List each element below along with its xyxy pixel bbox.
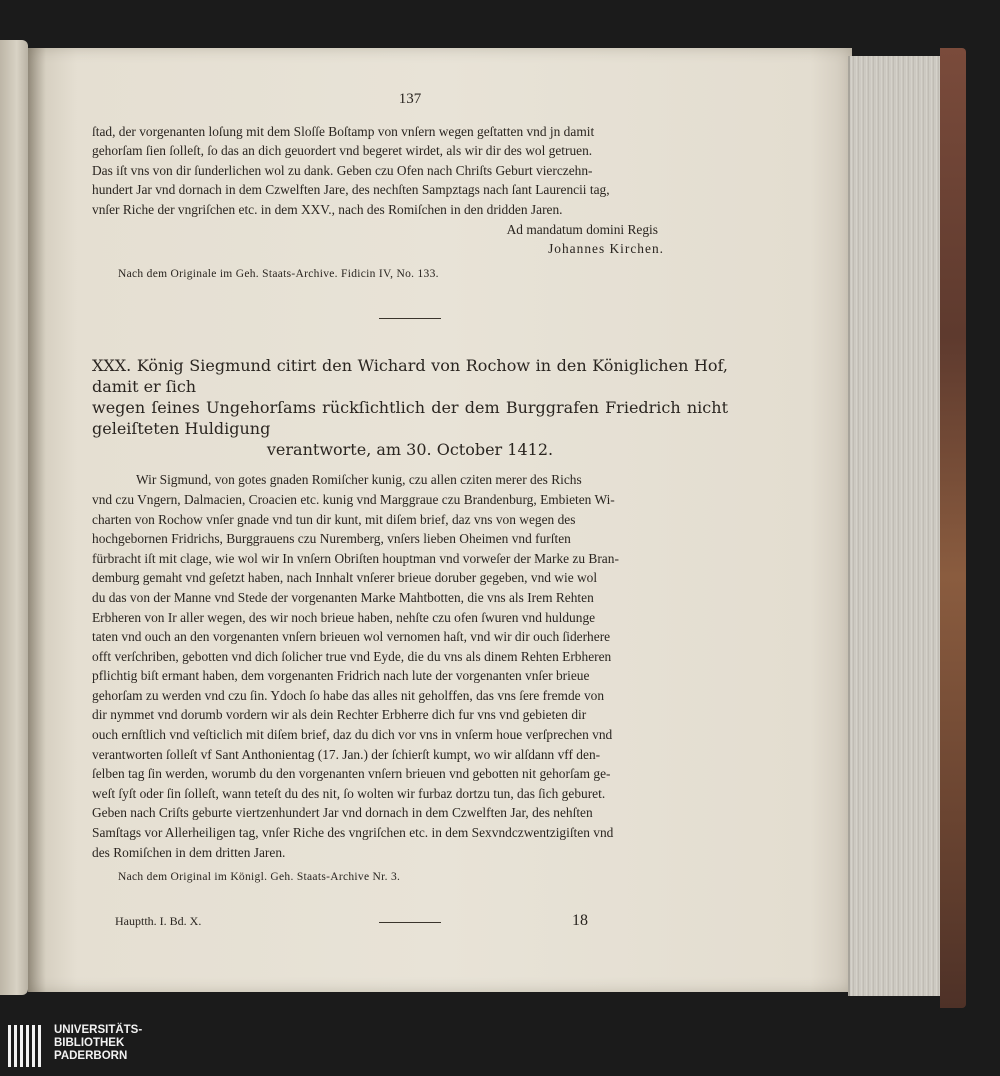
text-line: Das iſt vns von dir ſunderlichen wol zu dank. Geben czu Ofen nach Chriſts Geburt vierczehn- (92, 162, 593, 178)
source-note: Nach dem Originale im Geh. Staats-Archive. Fidicin IV, No. 133. (118, 267, 439, 280)
text-line: Geben nach Criſts geburte viertzenhundert Jar vnd dornach in dem Czwelften Jar, des nehſten (92, 805, 593, 821)
text-line: ſtad, der vorgenanten loſung mit dem Sloſſe Boſtamp von vnſern wegen geſtatten vnd jn damit (92, 123, 595, 139)
text-line: hochgebornen Fridrichs, Burggrauens czu Nuremberg, vnſers lieben Oheimen vnd furſten (92, 531, 571, 547)
text-line: demburg gemaht vnd geſetzt haben, nach Innhalt vnſerer brieue doruber gegeben, vnd wie wol (92, 570, 598, 586)
text-line: vnd czu Vngern, Dalmacien, Croacien etc. kunig vnd Marggraue czu Brandenburg, Embieten Wi- (92, 491, 615, 507)
logo-line: BIBLIOTHEK (54, 1037, 125, 1049)
page-content (92, 90, 728, 959)
heading-line: verantworte, am 30. October 1412. (266, 440, 554, 460)
page-number-top: 137 (398, 91, 422, 107)
text-line: fürbracht iſt mit clage, wie wol wir In vnſern Obriſten houptman vnd vorweſer der Marke zu Bran- (92, 550, 619, 566)
signature-mandate: Ad mandatum domini Regis (506, 221, 658, 237)
logo-line: UNIVERSITÄTS- (54, 1024, 143, 1036)
logo-line: PADERBORN (54, 1050, 128, 1062)
text-line: weſt ſyſt oder ſin ſolleſt, wann teteſt du des nit, ſo wolten wir furbaz dortzu tun, das ſich geburet. (92, 785, 606, 801)
heading-line: XXX. König Siegmund citirt den Wichard von Rochow in den Königlichen Hof, damit er ſich (92, 356, 728, 397)
text-line: ſelben tag ſin werden, worumb du den vorgenanten vnſern brieuen vnd gebotten nit gehorſam ge- (92, 766, 611, 782)
text-line: vnſer Riche der vngriſchen etc. in dem XXV., nach des Romiſchen in den dridden Jaren. (92, 201, 563, 217)
signature-mark: Hauptth. I. Bd. X. (115, 914, 202, 928)
text-line: Samſtags vor Allerheiligen tag, vnſer Riche des vngriſchen etc. in dem Sexvndczwentzigiſten vnd (92, 825, 614, 841)
text-line: charten von Rochow vnſer gnade vnd tun dir kunt, mit diſem brief, daz vns von wegen des (92, 511, 576, 527)
text-line: Erbheren von Ir aller wegen, des wir noch brieue haben, nehſte czu ofen ſwuren vnd huldunge (92, 609, 596, 625)
text-line: verantworten ſolleſt vf Sant Anthonientag (17. Jan.) der ſchierſt kumpt, wo wir alſdann vff den- (92, 746, 601, 762)
text-line: offt verſchriben, gebotten vnd dich ſolicher true vnd Eyde, die du vns als dinem Rehten Erbheren (92, 648, 612, 664)
section-divider (379, 318, 441, 319)
text-line: taten vnd ouch an den vorgenanten vnſern brieuen wol vernomen haſt, vnd wir dir ouch ſiderhere (92, 629, 611, 645)
text-line: du das von der Manne vnd Stede der vorgenanten Marke Mahtbotten, die vns als Irem Rehten (92, 589, 594, 605)
section-divider (379, 922, 441, 923)
continued-text (92, 122, 728, 220)
book-cover-edge (940, 48, 966, 1008)
text-line: gehorſam ſien ſolleſt, ſo das an dich geuordert vnd begeret wirdet, als wir dir des wol getruen. (92, 143, 593, 159)
text-line: gehorſam zu werden vnd czu ſin. Ydoch ſo habe das alles nit geholffen, das vns ſere fremde von (92, 687, 605, 703)
signature-name: Johannes Kirchen. (548, 241, 664, 257)
spine-shadow (28, 48, 46, 992)
page-block-edge (848, 56, 944, 996)
text-line: pflichtig biſt ermant haben, dem vorgenanten Fridrich nach lute der vorgenanten vnſer brieue (92, 668, 590, 684)
logo-text (54, 1024, 142, 1063)
text-line: Wir Sigmund, von gotes gnaden Romiſcher kunig, czu allen cziten merer des Richs (136, 472, 582, 488)
source-note: Nach dem Original im Königl. Geh. Staats-Archive Nr. 3. (118, 871, 401, 884)
text-line: dir nymmet vnd dorumb vordern wir als dein Rechter Erbherre dich fur vns vnd gebieten dir (92, 707, 587, 723)
logo-bars-icon (8, 1025, 48, 1067)
document-body (92, 470, 728, 862)
facing-page-edge (0, 40, 28, 995)
text-line: des Romiſchen in dem dritten Jaren. (92, 844, 286, 860)
document-heading (92, 355, 728, 460)
heading-line: wegen ſeines Ungehorſams rückſichtlich der dem Burggrafen Friedrich nicht geleiſteten Huldigung (92, 398, 728, 439)
sheet-number: 18 (572, 912, 588, 929)
text-line: hundert Jar vnd dornach in dem Czwelften Jare, des nechſten Sampztags nach ſant Laurencii tag, (92, 182, 610, 198)
text-line: ouch ernſtlich vnd veſticlich mit diſem brief, daz du dich vor vns in vnſerm houe verſprechen vnd (92, 727, 613, 743)
